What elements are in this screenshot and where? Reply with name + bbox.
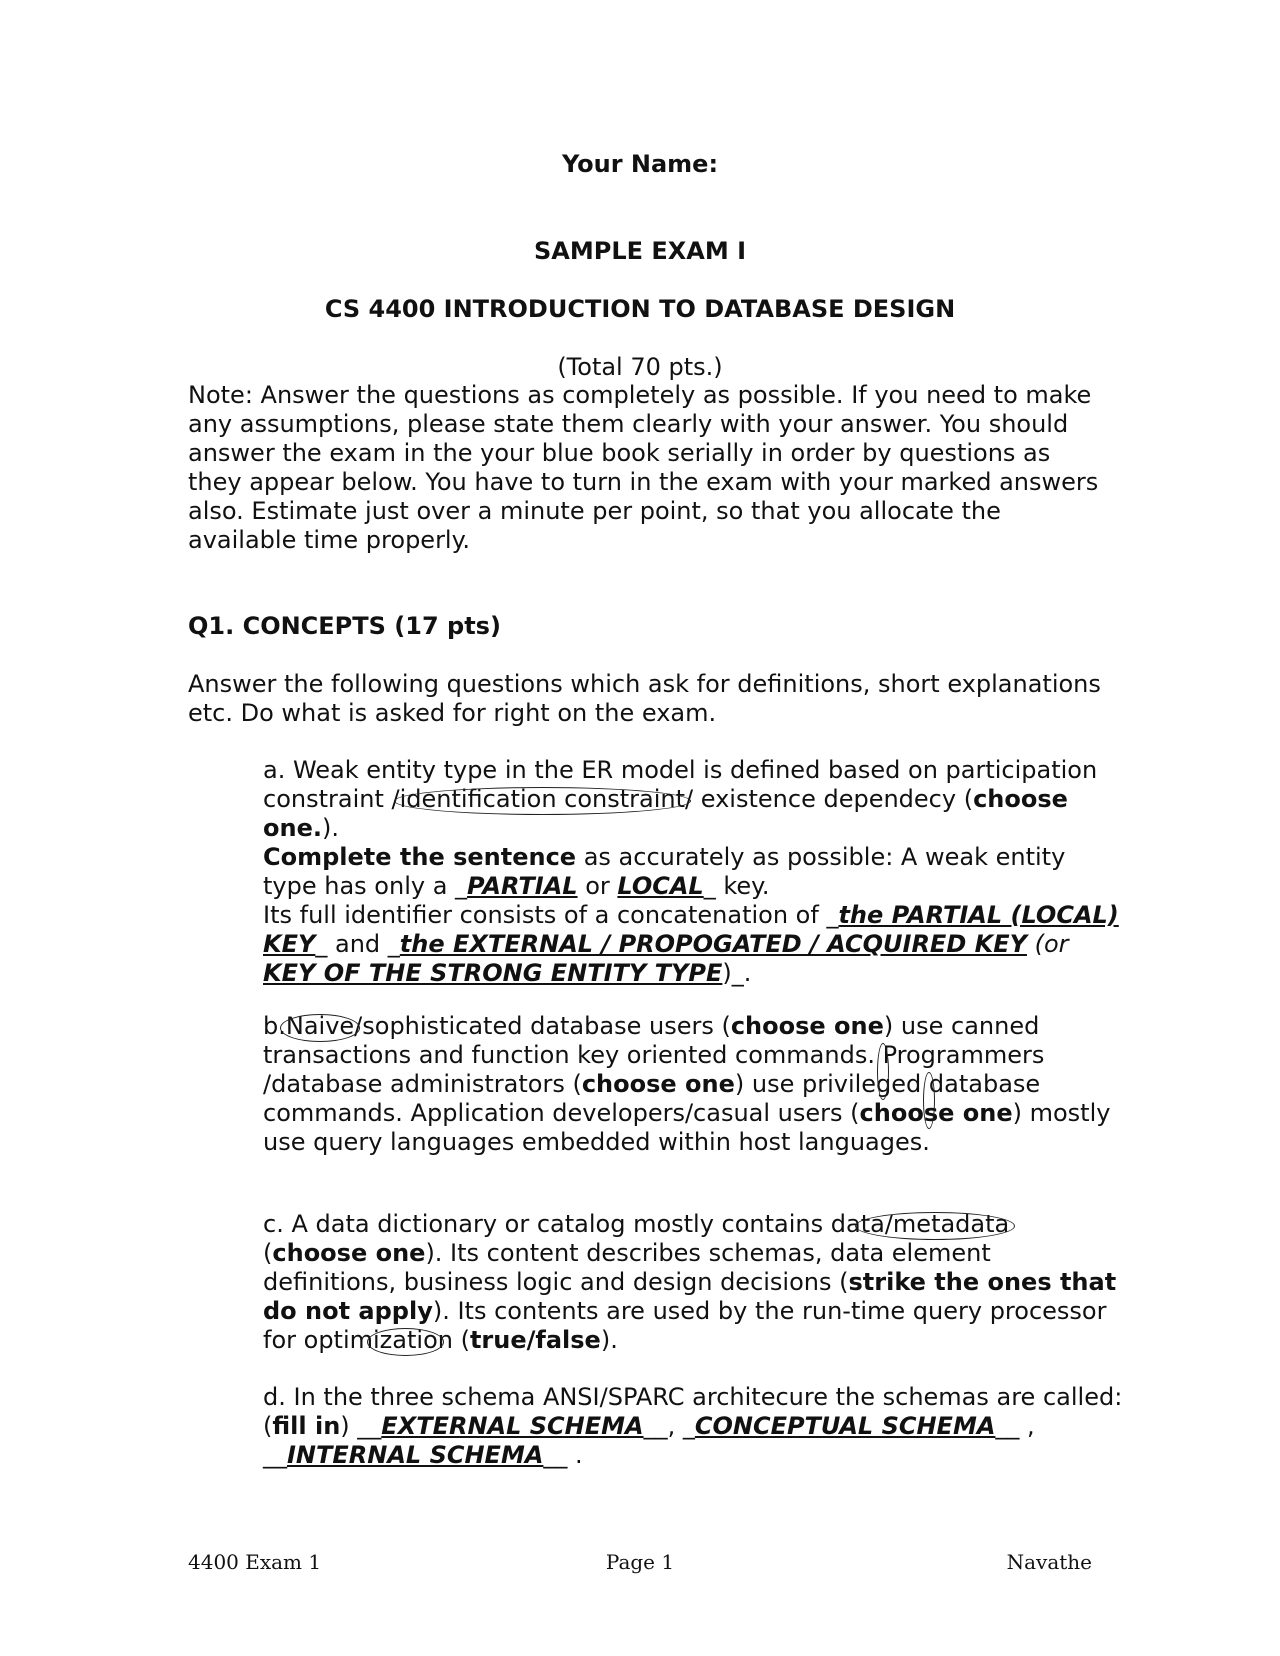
answer-text: INTERNAL SCHEMA xyxy=(287,1441,544,1469)
answer-text: KEY OF THE STRONG ENTITY TYPE xyxy=(263,959,723,987)
question-a xyxy=(263,756,1123,988)
question-d: d. In the three schema ANSI/SPARC architecure the schemas are called: (fill in) __EXTERNAL SCHEMA__, _CONCEPTUAL SCHEMA__ , __INTERNAL SCHEMA__ . xyxy=(263,1383,1123,1469)
answer-text: LOCAL xyxy=(617,872,704,900)
answer-text: PARTIAL xyxy=(467,872,578,900)
q1-heading: Q1. CONCEPTS (17 pts) xyxy=(188,612,501,640)
question-a-para2: Complete the sentence as accurately as possible: A weak entity type has only a _PARTIAL or LOCAL_ key. xyxy=(263,843,1066,900)
answer-text: the EXTERNAL / PROPOGATED / ACQUIRED KEY xyxy=(399,930,1027,958)
answer-text: EXTERNAL SCHEMA xyxy=(381,1412,644,1440)
circled-answer: database commands. Ap xyxy=(263,1070,1041,1127)
footer-page: Page 1 xyxy=(605,1550,675,1574)
answer-text: CONCEPTUAL SCHEMA xyxy=(694,1412,996,1440)
question-a-para1: a. Weak entity type in the ER model is defined based on participation constraint / identification constraint/ existence dependecy (choose one.). xyxy=(263,756,1098,842)
question-b: b. Naive/sophisticated database users (choose one) use canned transactions and function key oriented commands. Programmers /database administrators (choose one) use privileged database commands. Application developers/casual users (choose one) mostly use query languages embedded within host languages. xyxy=(263,1012,1111,1156)
q1-intro: Answer the following questions which ask for definitions, short explanations etc. Do what is asked for right on the exam. xyxy=(188,670,1101,727)
exam-title: SAMPLE EXAM I xyxy=(533,237,746,265)
circled-answer: Naive xyxy=(286,1012,354,1040)
circled-answer: Programmers /database a xyxy=(263,1041,1045,1098)
footer-right: Navathe xyxy=(1006,1550,1092,1574)
total-points: (Total 70 pts.) xyxy=(557,353,723,381)
your-name-label: Your Name: xyxy=(561,150,719,178)
circled-answer: identification constraint xyxy=(400,785,685,813)
circled-answer: izatio xyxy=(373,1326,438,1354)
course-title: CS 4400 INTRODUCTION TO DATABASE DESIGN xyxy=(324,295,956,323)
question-a-para3: Its full identifier consists of a concatenation of _the PARTIAL (LOCAL) KEY_ and _the EXTERNAL / PROPOGATED / ACQUIRED KEY (or KEY OF THE STRONG ENTITY TYPE)_. xyxy=(263,901,1119,987)
answer-text: the PARTIAL (LOCAL) KEY xyxy=(263,901,1119,958)
circled-answer: ta/metadata xyxy=(861,1210,1010,1238)
footer-left: 4400 Exam 1 xyxy=(188,1550,322,1574)
instructions-note: Note: Answer the questions as completely as possible. If you need to make any assumptions, please state them clearly with your answer. You should answer the exam in the your blue book serially in order by questions as they appear below. You have to turn in the exam with your marked answers also. Estimate just over a minute per point, so that you allocate the available time properly. xyxy=(188,381,1099,554)
question-c: c. A data dictionary or catalog mostly contains da ta/metadata (choose one). Its content describes schemas, data element definitions, business logic and design decisions (strike the ones that do not apply). Its contents are used by the run-time query processor for optim ization (true/false). xyxy=(263,1210,1117,1354)
